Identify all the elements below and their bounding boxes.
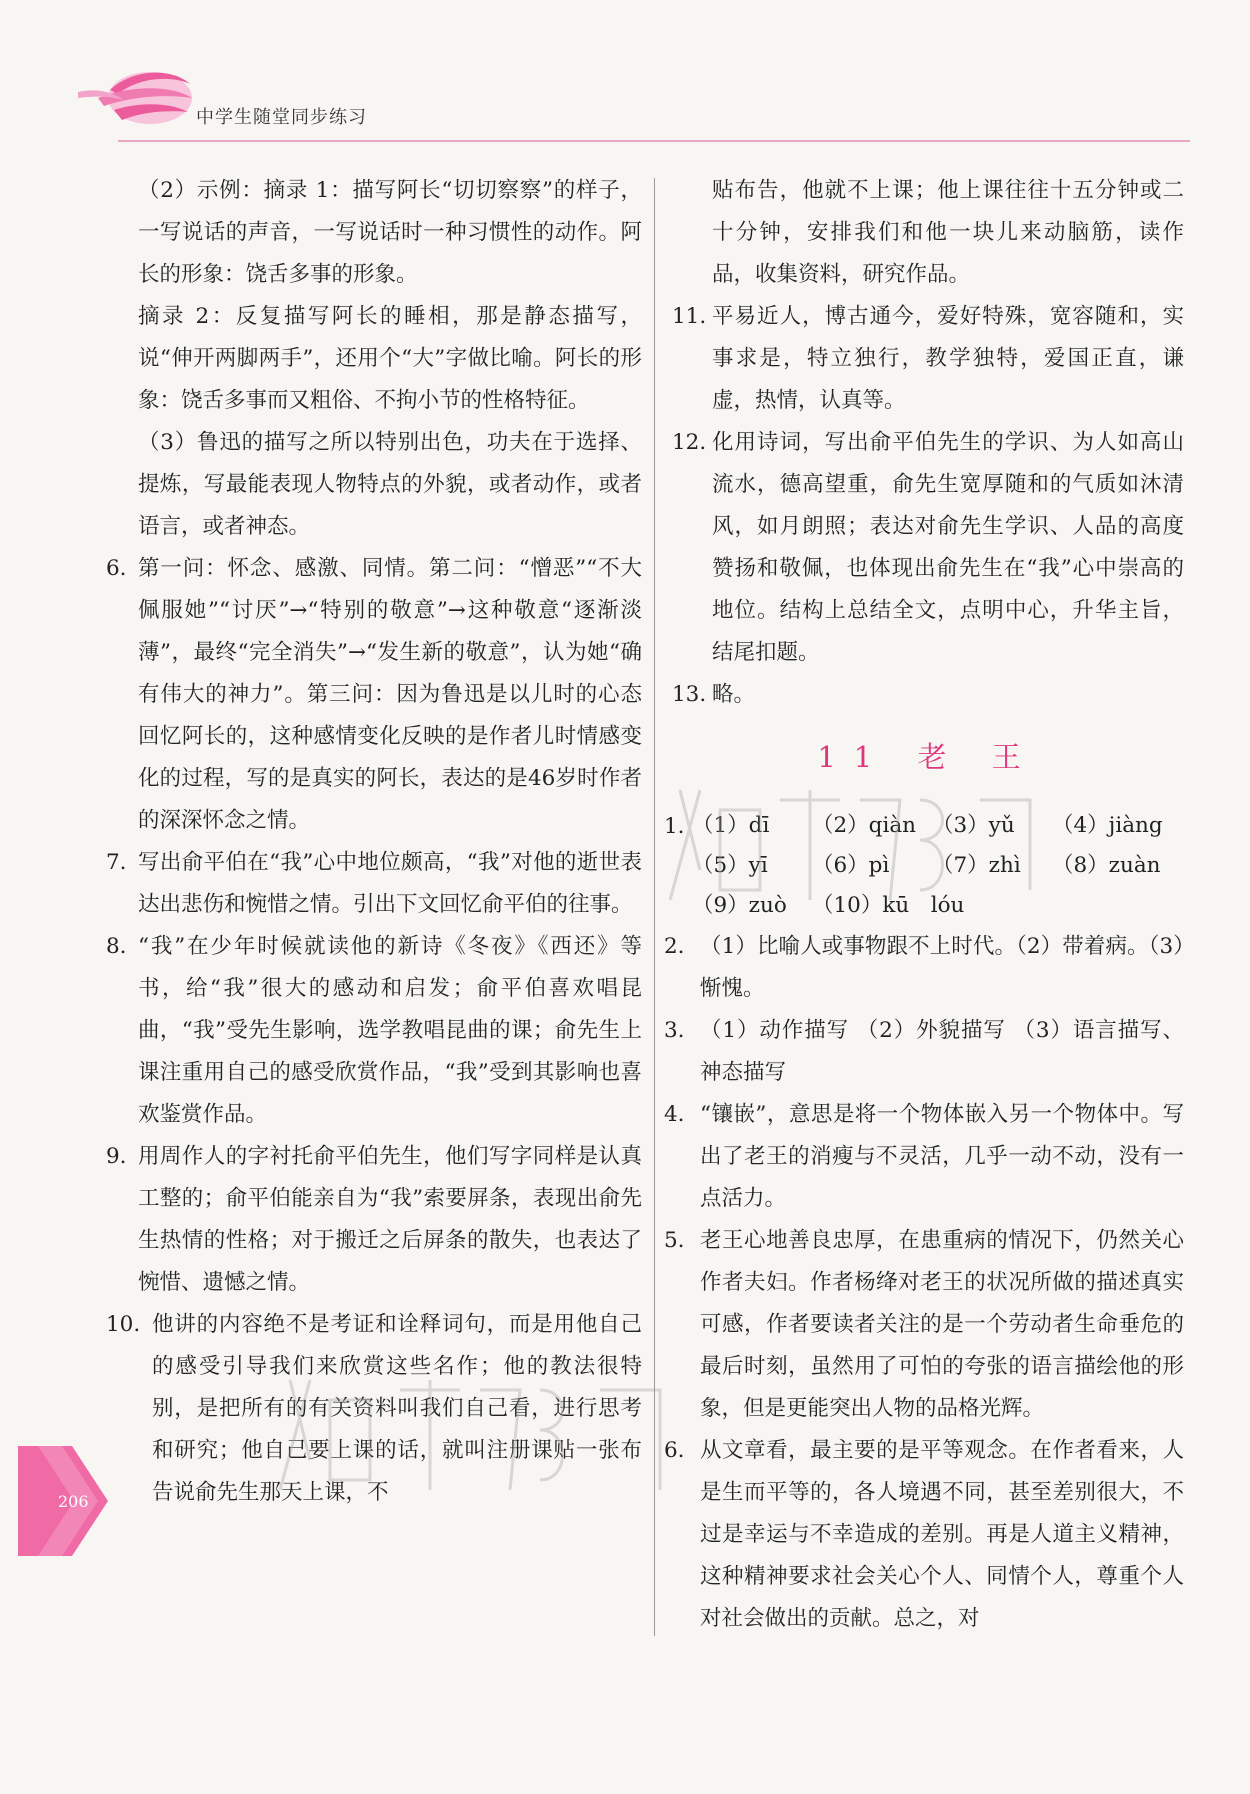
answer-text: （1）动作描写 （2）外貌描写 （3）语言描写、神态描写 (700, 1018, 1184, 1085)
answer-number: 2. (664, 934, 685, 959)
answer-12 (672, 422, 1184, 674)
answer-text: 第一问：怀念、感激、同情。第二问：“憎恶”“不大佩服她”“讨厌”→“特别的敬意”→这种敬意“逐渐淡薄”，最终“完全消失”→“发生新的敬意”，认为她“确有伟大的神力”。第三问：因为鲁迅是以儿时的心态回忆阿长的，这种感情变化反映的是作者儿时情感变化的过程，写的是真实的阿长，表达的是46岁时作者的深深怀念之情。 (138, 556, 642, 833)
answer-text: 略。 (712, 682, 756, 707)
pinyin-item: （2）qiàn (812, 813, 916, 838)
answer-number: 5. (664, 1228, 685, 1253)
answer-3 (664, 1010, 1184, 1094)
answer-number: 10. (106, 1312, 141, 1337)
answer-text: 用周作人的字衬托俞平伯先生，他们写字同样是认真工整的；俞平伯能亲自为“我”索要屏条，表现出俞先生热情的性格；对于搬迁之后屏条的散失，也表达了惋惜、遗憾之情。 (138, 1144, 642, 1295)
answer-text: “镶嵌”，意思是将一个物体嵌入另一个物体中。写出了老王的消瘦与不灵活，几乎一动不动，没有一点活力。 (700, 1102, 1184, 1211)
answer-5-excerpt-2: 摘录 2：反复描写阿长的睡相，那是静态描写，说“伸开两脚两手”，还用个“大”字做比喻。阿长的形象：饶舌多事而又粗俗、不拘小节的性格特征。 (138, 304, 642, 413)
answer-text: 老王心地善良忠厚，在患重病的情况下，仍然关心作者夫妇。作者杨绛对老王的状况所做的描述真实可感，作者要读者关注的是一个劳动者生命垂危的最后时刻，虽然用了可怕的夸张的语言描绘他的形象，但是更能突出人物的品格光辉。 (700, 1228, 1184, 1421)
answer-text: （1）比喻人或事物跟不上时代。（2）带着病。（3）惭愧。 (700, 934, 1184, 1001)
answer-text: “我”在少年时候就读他的新诗《冬夜》《西还》等书，给“我”很大的感动和启发；俞平伯喜欢唱昆曲，“我”受先生影响，选学教唱昆曲的课；俞先生上课注重用自己的感受欣赏作品，“我”受到其影响也喜欢鉴赏作品。 (138, 934, 642, 1127)
answer-number: 6. (664, 1438, 685, 1463)
answer-8 (106, 926, 642, 1136)
answer-number: 1. (664, 814, 685, 839)
left-column (106, 170, 642, 1514)
answer-number: 9. (106, 1144, 127, 1169)
answer-number: 8. (106, 934, 127, 959)
column-divider (654, 178, 655, 1636)
answer-text: 平易近人，博古通今，爱好特殊，宽容随和，实事求是，特立独行，教学独特，爱国正直，谦虚，热情，认真等。 (712, 304, 1184, 413)
pinyin-row (692, 806, 1184, 846)
answer-5-part-2: （2）示例：摘录 1：描写阿长“切切察察”的样子，一写说话的声音，一写说话时一种习惯性的动作。阿长的形象：饶舌多事的形象。 (138, 178, 642, 287)
page-header (78, 58, 1188, 148)
page-number: 206 (58, 1492, 89, 1511)
answer-11 (672, 296, 1184, 422)
pinyin-item: （3）yǔ (932, 813, 1015, 838)
answer-10 (106, 1304, 642, 1514)
book-title: 中学生随堂同步练习 (196, 107, 367, 128)
pinyin-item: （9）zuò (692, 893, 787, 918)
pinyin-item: （6）pì (812, 853, 890, 878)
pinyin-item: （5）yī (692, 853, 768, 878)
section-heading (672, 734, 1184, 780)
answer-number: 13. (672, 682, 707, 707)
answer-5-part-3: （3）鲁迅的描写之所以特别出色，功夫在于选择、提炼，写最能表现人物特点的外貌，或者动作，或者语言，或者神态。 (138, 430, 642, 539)
answer-text: 写出俞平伯在“我”心中地位颇高，“我”对他的逝世表达出悲伤和惋惜之情。引出下文回忆俞平伯的往事。 (138, 850, 642, 917)
publisher-logo-icon (78, 58, 198, 138)
answer-4 (664, 1094, 1184, 1220)
answer-number: 12. (672, 430, 707, 455)
answer-5 (664, 1220, 1184, 1430)
answer-text: 他讲的内容绝不是考证和诠释词句，而是用他自己的感受引导我们来欣赏这些名作；他的教法很特别，是把所有的有关资料叫我们自己看，进行思考和研究；他自己要上课的话，就叫注册课贴一张布告说俞先生那天上课，不 (152, 1312, 642, 1505)
pinyin-item: （1）dī (692, 813, 770, 838)
header-rule (118, 140, 1190, 142)
answer-6 (664, 1430, 1184, 1640)
answer-number: 6. (106, 556, 127, 581)
answer-number: 3. (664, 1018, 685, 1043)
answer-9 (106, 1136, 642, 1304)
pinyin-row (692, 846, 1184, 886)
section-title: 老 王 (917, 740, 1039, 774)
pinyin-item: （8）zuàn (1052, 853, 1161, 878)
answer-text: 从文章看，最主要的是平等观念。在作者看来，人是生而平等的，各人境遇不同，甚至差别很大，不过是幸运与不幸造成的差别。再是人道主义精神，这种精神要求社会关心个人、同情个人，尊重个人对社会做出的贡献。总之，对 (700, 1438, 1184, 1631)
answer-text: 化用诗词，写出俞平伯先生的学识、为人如高山流水，德高望重，俞先生宽厚随和的气质如沐清风，如月朗照；表达对俞先生学识、人品的高度赞扬和敬佩，也体现出俞先生在“我”心中崇高的地位。结构上总结全文，点明中心，升华主旨，结尾扣题。 (712, 430, 1184, 665)
pinyin-item: （7）zhì (932, 853, 1021, 878)
answer-1-pinyin (664, 806, 1184, 926)
section-number: 11 (817, 740, 891, 774)
answer-6 (106, 548, 642, 842)
pinyin-item: （10）kū lóu (812, 893, 965, 918)
answer-7 (106, 842, 642, 926)
answer-number: 11. (672, 304, 707, 329)
answer-number: 7. (106, 850, 127, 875)
pinyin-item: （4）jiàng (1052, 813, 1163, 838)
answer-number: 4. (664, 1102, 685, 1127)
right-column (664, 170, 1184, 1640)
answer-10-continued: 贴布告，他就不上课；他上课往往十五分钟或二十分钟，安排我们和他一块儿来动脑筋，读作品，收集资料，研究作品。 (712, 178, 1184, 287)
pinyin-row (692, 886, 1184, 926)
answer-2 (664, 926, 1184, 1010)
answer-13 (672, 674, 1184, 716)
